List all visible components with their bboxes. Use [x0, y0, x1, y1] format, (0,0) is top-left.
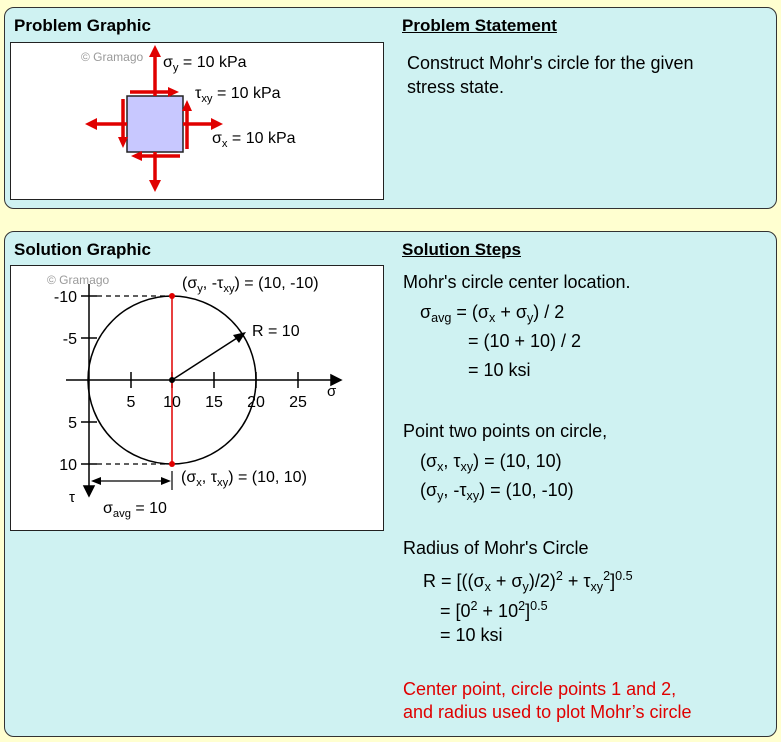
note-line1: Center point, circle points 1 and 2, [403, 679, 677, 699]
step2-line1: ($\sigma_x$, $\tau_{xy}) = (10$, 10) [420, 451, 562, 474]
savg-text: $\sigma_{avg} = 10$ [103, 500, 167, 520]
solution-graphic-header: Solution Graphic [14, 240, 151, 259]
step3-line1: $R = [((\sigma_x + \sigma_y)/2)^2 + \tau_{xy}^2]^{0.5}$ [423, 569, 633, 594]
top-point [169, 293, 175, 299]
problem-statement-header: Problem Statement [402, 16, 557, 35]
x-tick-labels [127, 394, 307, 411]
sigma-axis [66, 375, 341, 385]
problem-statement-line-1: Construct Mohr's circle for the given [407, 53, 694, 73]
sigma-y-label: $\sigma_y = 10$ kPa [163, 54, 247, 74]
y-tick-label: -5 [62, 331, 77, 348]
sigma-x-arrow-left [85, 118, 127, 130]
watermark: © Gramago [81, 50, 144, 64]
bottom-point [169, 461, 175, 467]
x-tick-label: 20 [247, 394, 265, 411]
top-point-text: ($\sigma_y$, $-\tau_{xy}) = (10$, -10) [182, 275, 319, 295]
watermark: © Gramago [47, 273, 110, 287]
bottom-point-label [181, 467, 307, 494]
x-tick-label: 25 [289, 394, 307, 411]
solution-steps-header: Solution Steps [402, 240, 521, 259]
step1-line3: = 10 ksi [468, 360, 531, 380]
sigma-y-arrow-down [149, 152, 161, 192]
tau-axis-label: τ [69, 489, 75, 506]
sigma-axis-label: σ [327, 383, 337, 400]
sigma-x-label: $\sigma_x = 10$ kPa [212, 130, 296, 150]
step3-line3: = 10 ksi [440, 625, 503, 645]
step1-line1: $\sigma_{avg} = (\sigma_x + \sigma_y) / 2$ [420, 302, 565, 325]
step3-title: Radius of Mohr's Circle [403, 538, 589, 558]
note-line2: and radius used to plot Mohr’s circle [403, 702, 692, 722]
x-tick-label: 5 [126, 394, 136, 411]
stress-element [127, 96, 183, 152]
savg-dimension [91, 471, 172, 490]
top-point-label [182, 273, 319, 300]
tau-xy-label: $\tau_{xy} = 10$ kPa [195, 85, 281, 105]
y-tick-labels [54, 289, 77, 474]
step2-line2: ($\sigma_y$, $-\tau_{xy}) = (10$, -10) [420, 480, 574, 503]
savg-label [103, 498, 167, 525]
problem-graphic-header: Problem Graphic [14, 16, 151, 35]
step2-title: Point two points on circle, [403, 421, 608, 441]
y-tick-label: -10 [53, 289, 77, 306]
x-tick-label: 15 [205, 394, 223, 411]
y-tick-label: 10 [59, 457, 77, 474]
radius-arrow [172, 332, 246, 380]
step3-line2: = $[0^2 + 10^2]^{0.5}$ [440, 599, 548, 621]
problem-statement-line-2: stress state. [407, 77, 505, 97]
step1-line2: = (10 + 10) / 2 [468, 331, 582, 351]
sigma-y-arrow [149, 45, 161, 96]
bottom-point-text: ($\sigma_x$, $\tau_{xy}) = (10$, 10) [181, 469, 307, 489]
radius-label: R = 10 [252, 323, 300, 340]
y-tick-label: 5 [68, 415, 77, 432]
step1-title: Mohr's circle center location. [403, 272, 631, 292]
x-tick-label: 10 [163, 394, 181, 411]
